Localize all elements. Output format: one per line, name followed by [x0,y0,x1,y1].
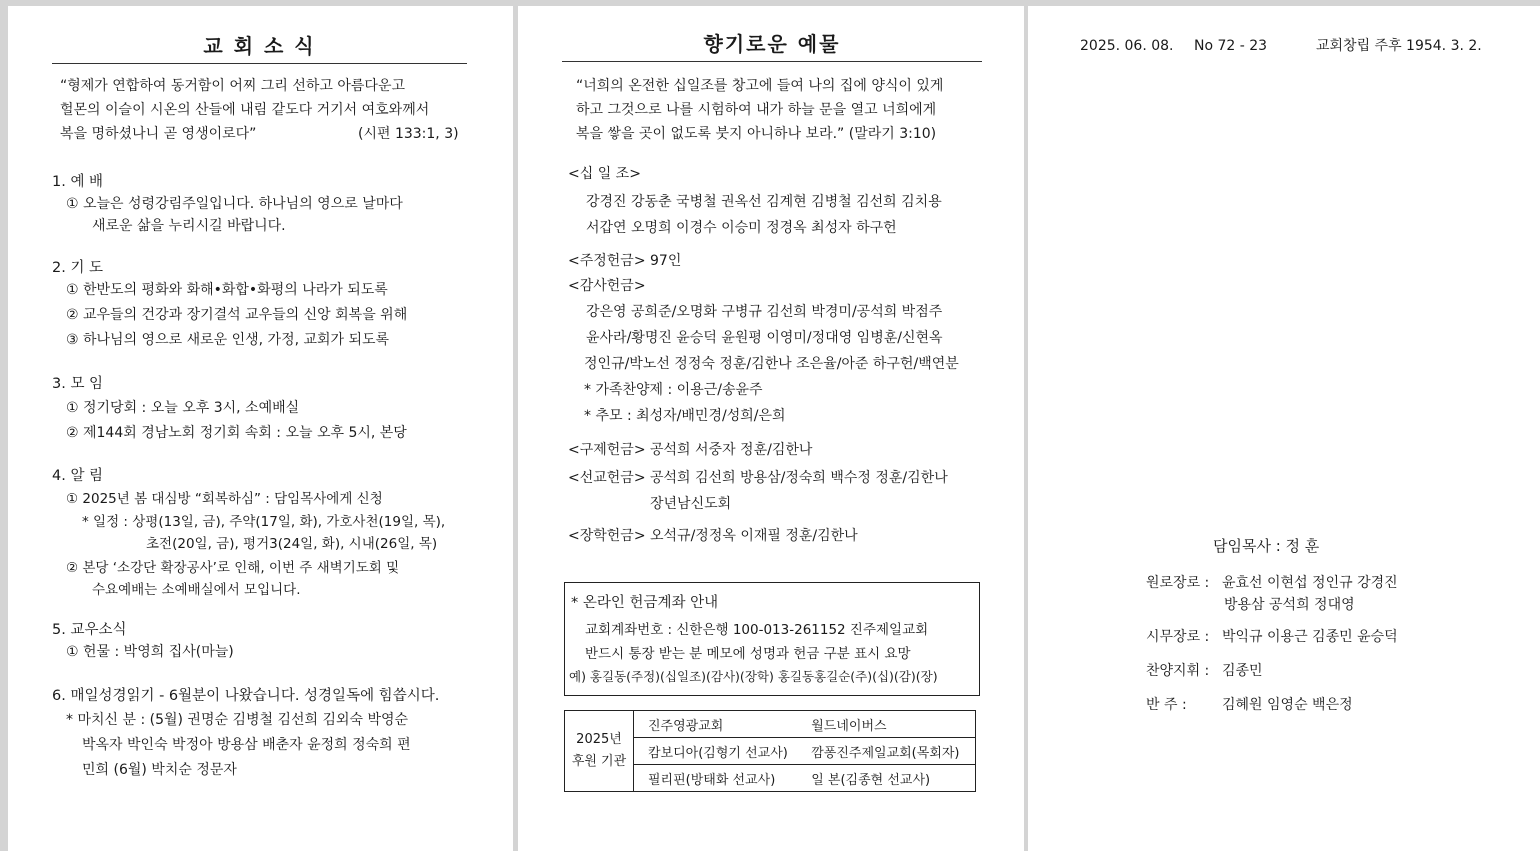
support-label-year: 2025년 [576,732,622,747]
online-account-box [564,582,980,696]
family-praise: * 가족찬양제 : 이용근/송윤주 [584,382,763,398]
notice-line-1: ① 2025년 봄 대심방 “회복하심” : 담임목사에게 신청 [66,491,383,507]
support-label-text: 후원 기관 [571,754,627,769]
worship-line-2: 새로운 삶을 누리시길 바랍니다. [92,218,286,234]
bible-line-2: 박옥자 박인숙 박정아 방용삼 배춘자 윤정희 정숙희 편 [82,737,411,753]
mission-line-2: 장년남신도회 [650,496,732,512]
notice-line-3: 초전(20일, 금), 평거3(24일, 화), 시내(26일, 목) [146,536,438,552]
section-head-meeting: 3. 모 임 [52,376,104,392]
members-line-1: ① 헌물 : 박영희 집사(마늘) [66,644,234,660]
choir-label: 찬양지휘 : [1146,663,1210,679]
choir-conductor: 김종민 [1222,663,1263,679]
section-head-notice: 4. 알 림 [52,468,104,484]
scholar-offering: <장학헌금> 오석규/정정옥 이재필 정훈/김한나 [568,528,858,544]
tithe-line-1: 강경진 강동춘 국병철 권옥선 김계현 김병철 김선희 김치용 [586,194,942,210]
support-cell: 깜퐁진주제일교회(목회자) [803,738,975,765]
notice-line-4: ② 본당 ‘소강단 확장공사’로 인해, 이번 주 새벽기도회 및 [66,560,400,576]
elders-line-1: 윤효선 이현섭 정인규 강경진 [1222,575,1398,591]
news-verse-2: 헐몬의 이슬이 시온의 산들에 내림 같도다 거기서 여호와께서 [60,102,430,118]
online-line-1: 교회계좌번호 : 신한은행 100-013-261152 진주제일교회 [585,622,929,638]
bulletin-number: No 72 - 23 [1194,38,1268,54]
accompanists: 김혜원 임영순 백은정 [1222,697,1353,713]
accompanist-label: 반 주 : [1146,697,1187,713]
thanks-head: <감사헌금> [568,278,646,294]
relief-offering: <구제헌금> 공석희 서중자 정훈/김한나 [568,442,813,458]
thanks-line-3: 정인규/박노선 정정숙 정훈/김한나 조은율/아준 하구헌/백연분 [584,356,959,372]
support-cell: 필리핀(방태화 선교사) [634,765,804,792]
cover-panel [1028,6,1540,851]
notice-line-2: * 일정 : 상평(13일, 금), 주약(17일, 화), 가호사천(19일, 목), [82,514,446,530]
elders-label: 원로장로 : [1146,575,1210,591]
thanks-line-1: 강은영 공희준/오명화 구병규 김선희 박경미/공석희 박점주 [586,304,943,320]
prayer-line-2: ② 교우들의 건강과 장기결석 교우들의 신앙 회복을 위해 [66,307,408,323]
online-title: * 온라인 헌금계좌 안내 [571,595,719,611]
news-verse-1: “형제가 연합하여 동거함이 어찌 그리 선하고 아름다운고 [60,78,406,94]
bible-line-3: 민희 (6월) 박치순 정문자 [82,762,237,778]
section-head-members: 5. 교우소식 [52,622,127,638]
online-line-2: 반드시 통장 받는 분 메모에 성명과 헌금 구분 표시 요망 [585,646,911,662]
support-label [565,711,634,792]
support-cell: 캄보디아(김형기 선교사) [634,738,804,765]
senior-pastor: 담임목사 : 정 훈 [1213,537,1320,555]
memorial: * 추모 : 최성자/배민경/성희/은희 [584,408,786,424]
mission-line-1: <선교헌금> 공석희 김선희 방용삼/정숙희 백수정 정훈/김한나 [568,470,948,486]
offering-verse-1: “너희의 온전한 십일조를 창고에 들여 나의 집에 양식이 있게 [576,78,944,94]
offering-verse-2: 하고 그것으로 나를 시험하여 내가 하늘 문을 열고 너희에게 [576,102,937,118]
active-elders-label: 시무장로 : [1146,629,1210,645]
section-head-worship: 1. 예 배 [52,174,104,190]
worship-line-1: ① 오늘은 성령강림주일입니다. 하나님의 영으로 날마다 [66,196,403,212]
online-line-3: 예) 홍길동(주정)(십일조)(감사)(장학) 홍길동홍길순(주)(십)(감)(장) [569,669,938,684]
news-verse-ref: (시편 133:1, 3) [358,126,459,142]
bible-line-1: * 마치신 분 : (5월) 권명순 김병철 김선희 김외숙 박영순 [66,712,409,728]
tithe-line-2: 서갑연 오명희 이경수 이승미 정경옥 최성자 하구헌 [586,220,897,236]
prayer-line-1: ① 한반도의 평화와 화해•화합•화평의 나라가 되도록 [66,282,388,298]
support-cell: 월드네이버스 [803,711,975,738]
meeting-line-1: ① 정기당회 : 오늘 오후 3시, 소예배실 [66,400,300,416]
elders-line-2: 방용삼 공석희 정대영 [1224,597,1355,613]
support-cell: 일 본(김종현 선교사) [803,765,975,792]
news-verse-3: 복을 명하셨나니 곧 영생이로다” [60,126,257,142]
active-elders: 박익규 이용근 김종민 윤승덕 [1222,629,1398,645]
section-head-bible: 6. 매일성경읽기 - 6월분이 나왔습니다. 성경일독에 힘씁시다. [52,688,440,704]
notice-line-5: 수요예배는 소예배실에서 모입니다. [92,582,301,598]
offering-title: 향기로운 예물 [562,28,982,62]
offering-panel [518,6,1024,851]
church-founded: 교회창립 주후 1954. 3. 2. [1316,38,1482,54]
thanks-line-2: 윤사라/황명진 윤승덕 윤원평 이영미/정대영 임병훈/신현옥 [586,330,943,346]
section-head-prayer: 2. 기 도 [52,260,104,276]
news-title: 교 회 소 식 [52,30,467,64]
meeting-line-2: ② 제144회 경남노회 정기회 속회 : 오늘 오후 5시, 본당 [66,425,407,441]
support-table [564,710,976,792]
prayer-line-3: ③ 하나님의 영으로 새로운 인생, 가정, 교회가 되도록 [66,332,390,348]
bulletin-date: 2025. 06. 08. [1080,38,1174,54]
news-panel [8,6,513,851]
offering-verse-3: 복을 쌓을 곳이 없도록 붓지 아니하나 보라.” (말라기 3:10) [576,126,937,142]
tithe-head: <십 일 조> [568,166,641,182]
support-cell: 진주영광교회 [634,711,804,738]
weekly-offering: <주정헌금> 97인 [568,253,682,269]
